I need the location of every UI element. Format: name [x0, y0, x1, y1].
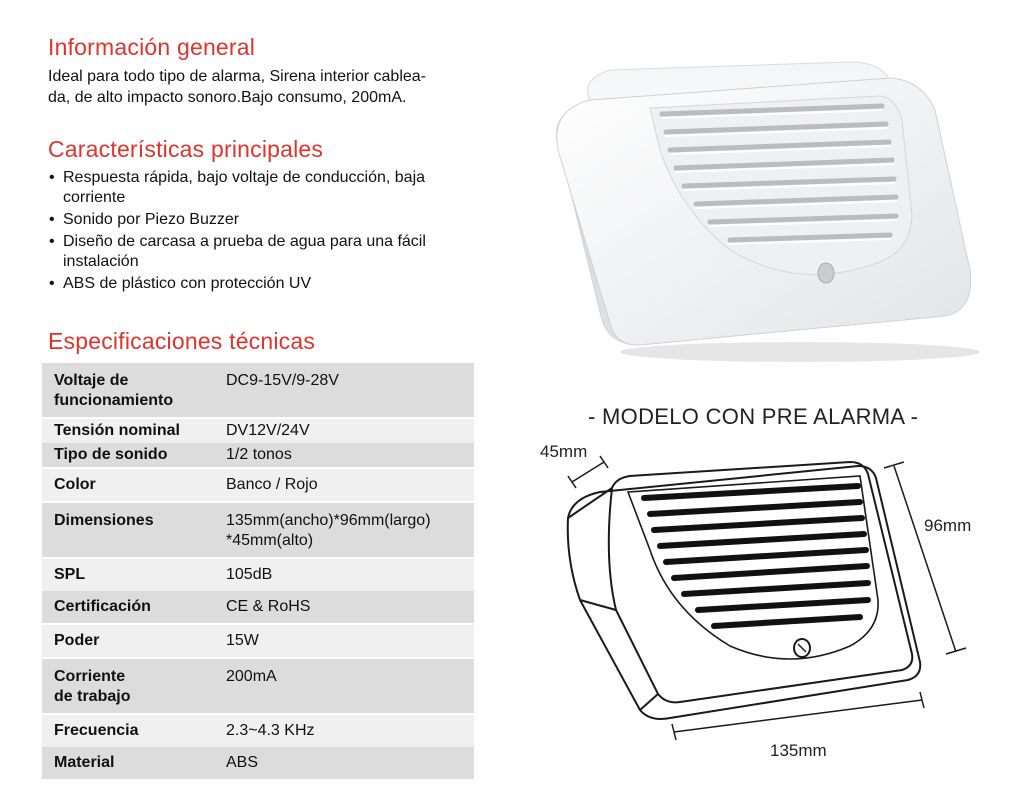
table-row: Material ABS: [42, 747, 474, 779]
siren-product-image: [550, 40, 990, 370]
table-row: Frecuencia 2.3~4.3 KHz: [42, 713, 474, 747]
dimension-depth-label: 45mm: [540, 442, 588, 461]
dimension-height-label: 96mm: [924, 516, 972, 535]
section-title-features: Características principales: [48, 136, 324, 162]
general-line-1: Ideal para todo tipo de alarma, Sirena interior cablea-: [48, 68, 426, 85]
table-row: Voltaje de funcionamiento DC9-15V/9-28V: [42, 363, 474, 417]
feature-item: • Respuesta rápida, bajo voltaje de conducción, baja corriente: [48, 168, 518, 208]
feature-item: • ABS de plástico con protección UV: [48, 274, 518, 294]
table-row: Tensión nominal DV12V/24V: [42, 417, 474, 443]
table-row: Corriente de trabajo 200mA: [42, 657, 474, 713]
general-line-2: da, de alto impacto sonoro.Bajo consumo, 200mA.: [48, 89, 407, 106]
table-row: Color Banco / Rojo: [42, 467, 474, 501]
dimension-diagram: [520, 440, 980, 770]
features-list: [48, 168, 518, 296]
diagram-title: - MODELO CON PRE ALARMA -: [588, 404, 919, 429]
feature-item: • Diseño de carcasa a prueba de agua para una fácil instalación: [48, 232, 518, 272]
table-row: Certificación CE & RoHS: [42, 591, 474, 623]
dimension-width-label: 135mm: [770, 741, 827, 760]
table-row: SPL 105dB: [42, 557, 474, 591]
table-row: Tipo de sonido 1/2 tonos: [42, 443, 474, 467]
specs-table: [42, 363, 474, 779]
section-title-general: Información general: [48, 34, 256, 60]
feature-item: • Sonido por Piezo Buzzer: [48, 210, 518, 230]
table-row: Poder 15W: [42, 623, 474, 657]
general-description: [48, 66, 518, 108]
table-row: Dimensiones 135mm(ancho)*96mm(largo) *45mm(alto): [42, 501, 474, 557]
section-title-specs: Especificaciones técnicas: [48, 328, 316, 354]
